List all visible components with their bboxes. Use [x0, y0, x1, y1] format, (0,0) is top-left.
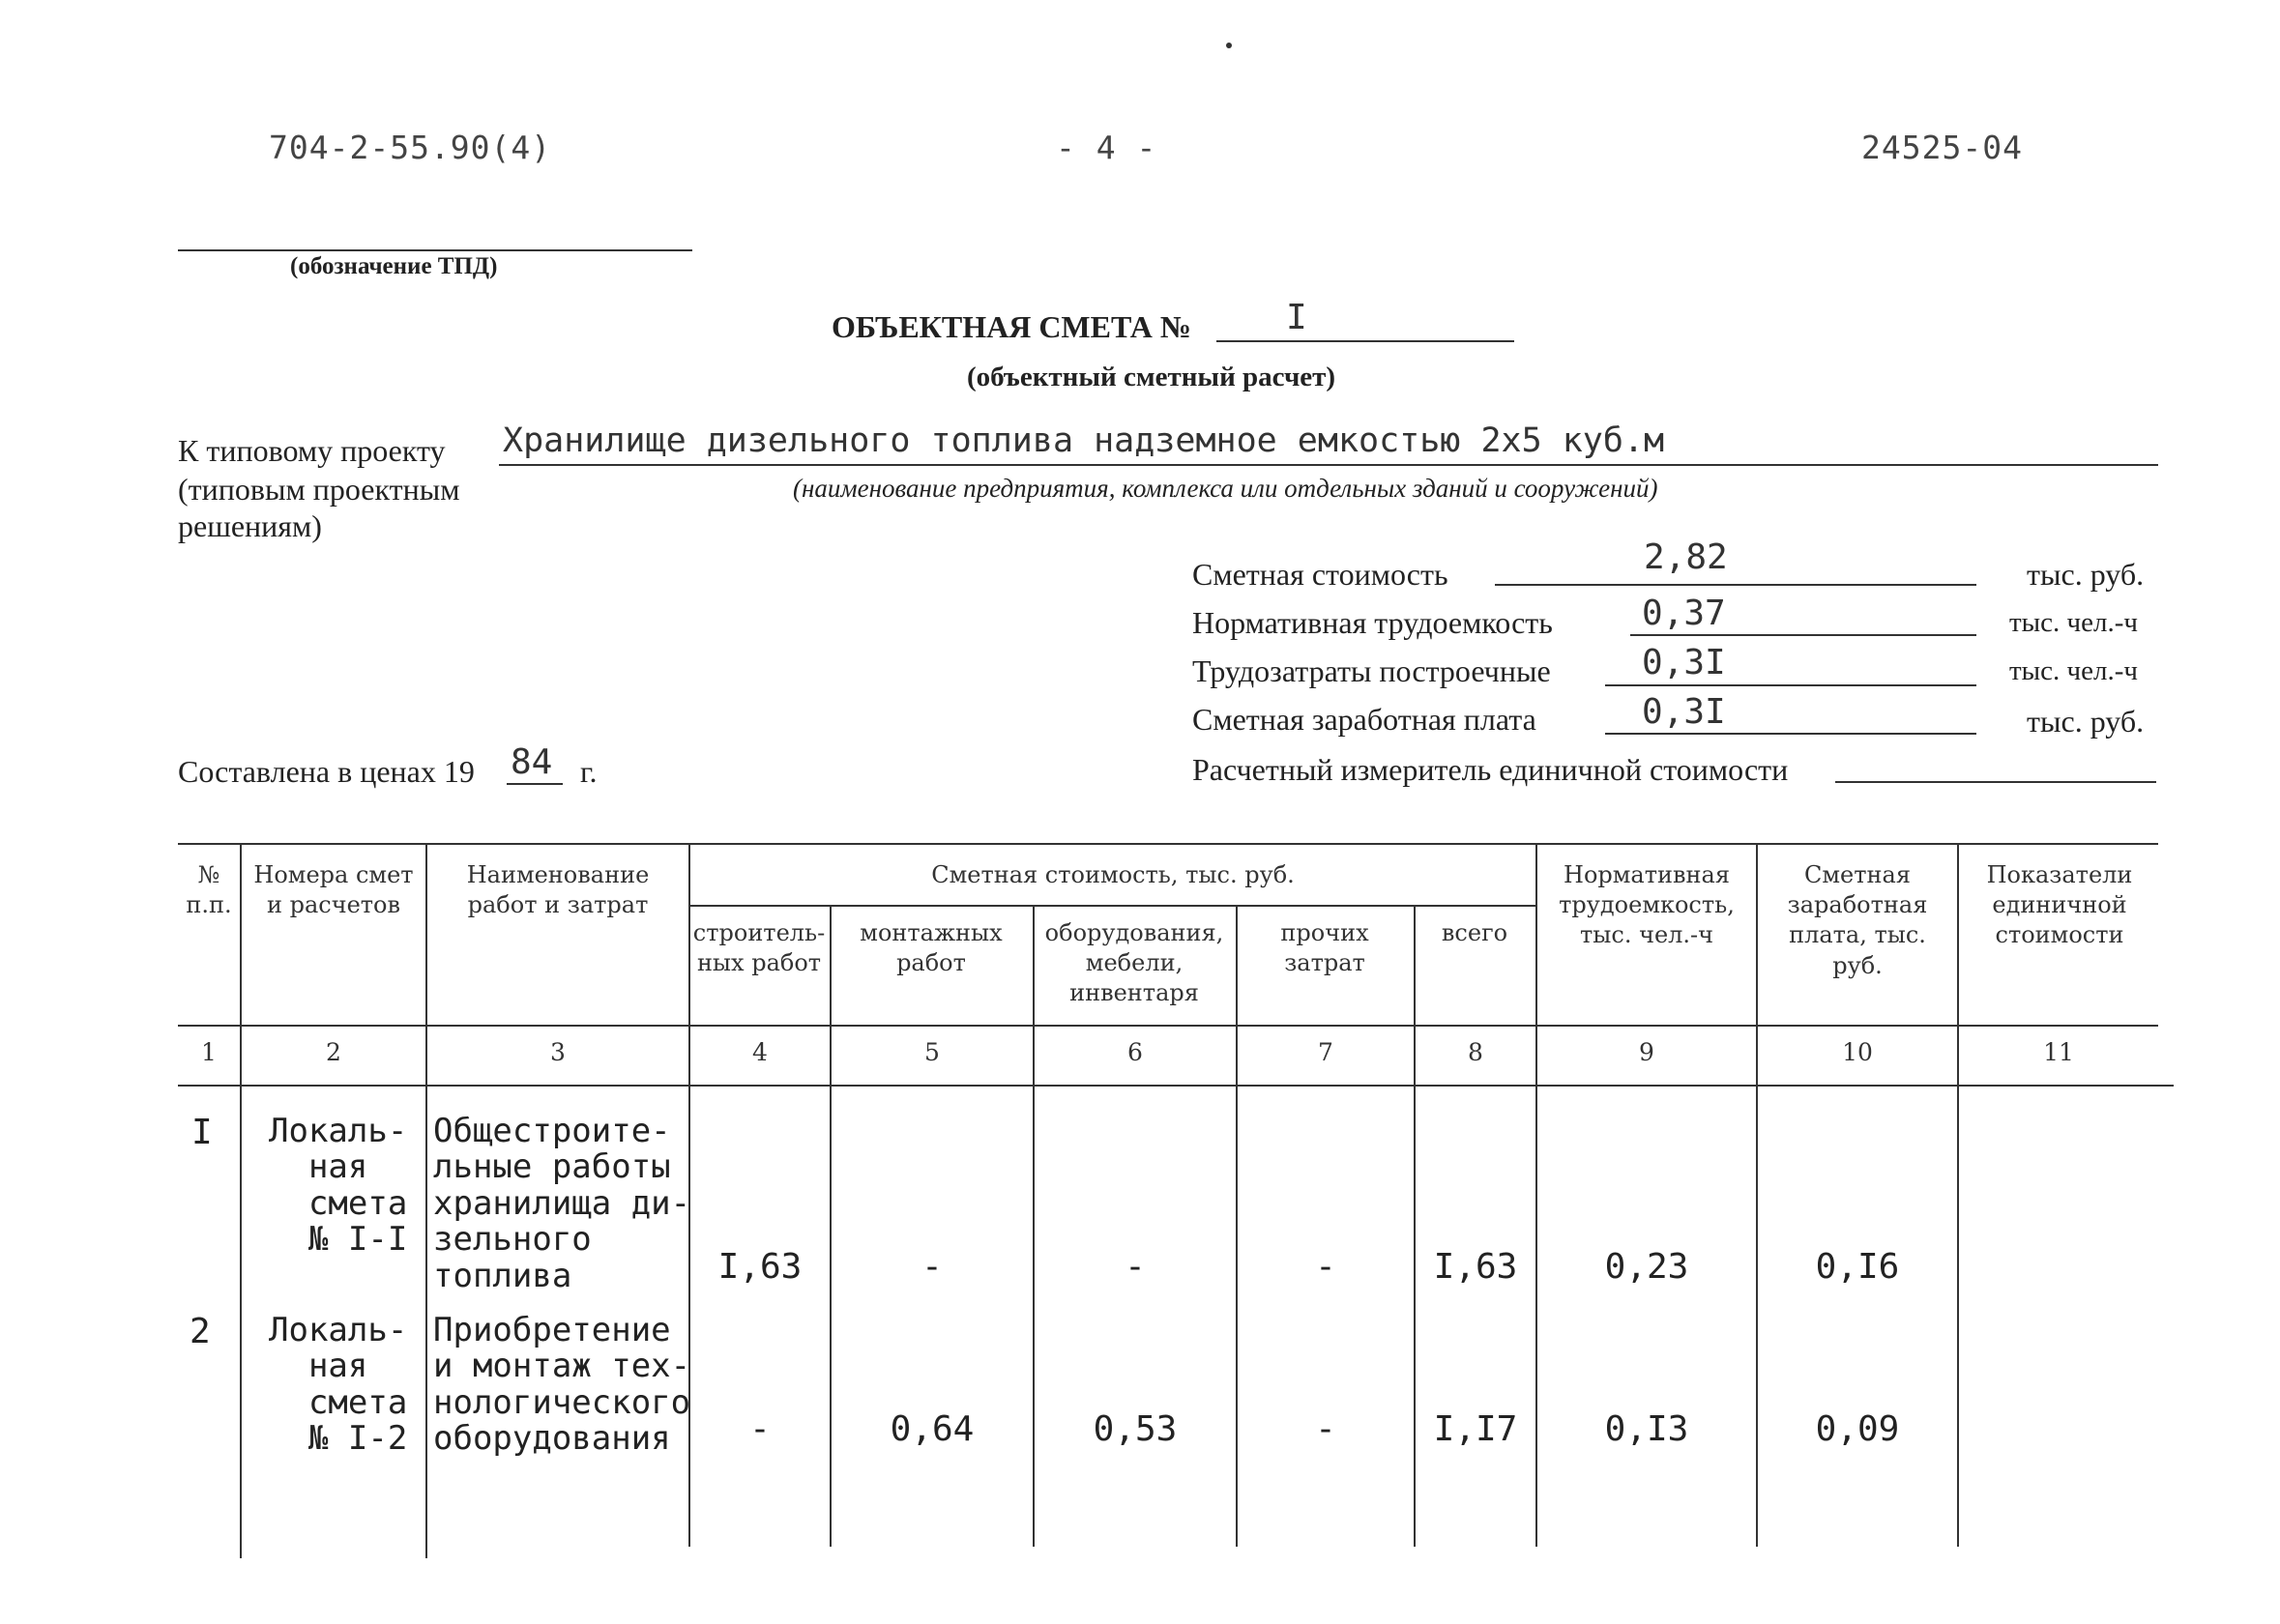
table-colnum-rule: [178, 1085, 2174, 1087]
table-group-rule: [688, 905, 1535, 907]
table-col-divider: [425, 843, 427, 1558]
row-wage: 0,09: [1815, 1409, 1900, 1449]
project-name-caption: (наименование предприятия, комплекса или отдельных зданий и сооружений): [793, 474, 1658, 503]
row-installation: 0,64: [890, 1409, 975, 1449]
estimate-number-line: [1216, 340, 1514, 342]
prices-year: 84: [511, 742, 553, 782]
row-estimate: Локаль- ная смета № I-2: [269, 1311, 408, 1459]
row-wage: 0,I6: [1815, 1247, 1900, 1287]
column-number: 6: [1127, 1038, 1143, 1066]
header-cost-group: Сметная стоимость, тыс. руб.: [931, 861, 1295, 888]
project-label-line3: решениям): [178, 508, 322, 543]
summary-line-construction-labor: [1605, 684, 1976, 686]
table-col-divider: [1957, 843, 1959, 1547]
row-installation: -: [921, 1247, 943, 1287]
estimate-title: ОБЪЕКТНАЯ СМЕТА №: [832, 309, 1191, 344]
header-labor: Нормативная трудоемкость, тыс. чел.-ч: [1559, 861, 1735, 949]
header-construction: строитель-ных работ: [692, 919, 826, 977]
row-construction: -: [749, 1409, 771, 1449]
row-number: I: [191, 1113, 213, 1152]
estimate-subtitle: (объектный сметный расчет): [967, 362, 1336, 392]
summary-label-construction-labor: Трудозатраты построечные: [1192, 653, 1551, 688]
summary-line-wage: [1605, 733, 1976, 735]
meter-line: [1835, 781, 2156, 783]
project-name: Хранилище дизельного топлива надземное емкостью 2х5 куб.м: [503, 421, 1665, 460]
header-installation: монтажных работ: [860, 919, 1003, 977]
row-construction: I,63: [717, 1247, 803, 1287]
tpd-line: [178, 249, 692, 251]
row-other: -: [1315, 1247, 1336, 1287]
column-number: 7: [1318, 1038, 1333, 1066]
row-work-name: Общестроите- льные работы хранилища ди- зельного топлива: [433, 1112, 691, 1295]
header-equipment: оборудования, мебели, инвентаря: [1044, 919, 1224, 1007]
row-other: -: [1315, 1409, 1336, 1449]
summary-line-cost: [1495, 584, 1976, 586]
column-number: 9: [1639, 1038, 1654, 1066]
document-number: 24525-04: [1861, 129, 2023, 166]
estimate-number: I: [1286, 298, 1307, 337]
header-indicators: Показатели единичной стоимости: [1986, 861, 2133, 949]
summary-value-wage: 0,3I: [1642, 692, 1726, 732]
column-number: 2: [326, 1038, 341, 1066]
table-top-rule: [178, 843, 2158, 845]
column-number: 5: [924, 1038, 940, 1066]
row-number: 2: [190, 1312, 211, 1351]
table-col-divider: [1414, 905, 1416, 1547]
column-number: 4: [752, 1038, 768, 1066]
summary-unit-cost: тыс. руб.: [2027, 557, 2145, 592]
summary-label-wage: Сметная заработная плата: [1192, 702, 1536, 737]
summary-label-labor: Нормативная трудоемкость: [1192, 605, 1553, 640]
header-wage: Сметная заработная плата, тыс. руб.: [1787, 861, 1928, 979]
meter-label: Расчетный измеритель единичной стоимости: [1192, 752, 1789, 787]
row-equipment: -: [1125, 1247, 1146, 1287]
prices-prefix: Составлена в ценах 19: [178, 754, 475, 789]
table-col-divider: [240, 843, 242, 1558]
header-work-name: Наименование работ и затрат: [466, 861, 650, 919]
row-labor: 0,I3: [1604, 1409, 1689, 1449]
project-label-line2: (типовым проектным: [178, 472, 460, 507]
summary-label-cost: Сметная стоимость: [1192, 557, 1448, 592]
table-header-bottom-rule: [178, 1025, 2158, 1027]
column-number: 1: [201, 1038, 217, 1066]
column-number: 11: [2043, 1038, 2074, 1066]
project-code: 704-2-55.90(4): [269, 129, 552, 166]
row-total: I,63: [1433, 1247, 1518, 1287]
row-work-name: Приобретение и монтаж тех- нологического оборудования: [433, 1311, 691, 1459]
column-number: 10: [1842, 1038, 1873, 1066]
print-speck: [1226, 43, 1232, 48]
tpd-caption: (обозначение ТПД): [290, 253, 498, 279]
prices-suffix: г.: [580, 754, 598, 789]
row-labor: 0,23: [1604, 1247, 1689, 1287]
summary-unit-labor: тыс. чел.-ч: [2009, 607, 2138, 638]
summary-unit-construction-labor: тыс. чел.-ч: [2009, 655, 2138, 686]
column-number: 3: [550, 1038, 566, 1066]
header-other: прочих затрат: [1280, 919, 1369, 977]
header-total: всего: [1441, 919, 1508, 946]
summary-line-labor: [1630, 634, 1976, 636]
summary-value-cost: 2,82: [1644, 537, 1728, 577]
row-equipment: 0,53: [1093, 1409, 1178, 1449]
project-line: [499, 464, 2158, 466]
table-col-divider: [1236, 905, 1238, 1547]
summary-unit-wage: тыс. руб.: [2027, 704, 2145, 739]
row-estimate: Локаль- ная смета № I-I: [269, 1112, 408, 1260]
prices-year-line: [507, 783, 563, 785]
page-number: - 4 -: [1056, 129, 1157, 166]
header-row-number: № п.п.: [186, 861, 232, 919]
column-number: 8: [1468, 1038, 1483, 1066]
table-col-divider: [830, 905, 832, 1547]
project-label: К типовому проекту: [178, 433, 446, 468]
row-total: I,I7: [1433, 1409, 1518, 1449]
summary-value-labor: 0,37: [1642, 594, 1726, 633]
summary-value-construction-labor: 0,3I: [1642, 643, 1726, 682]
header-estimate-numbers: Номера смет и расчетов: [253, 861, 414, 919]
